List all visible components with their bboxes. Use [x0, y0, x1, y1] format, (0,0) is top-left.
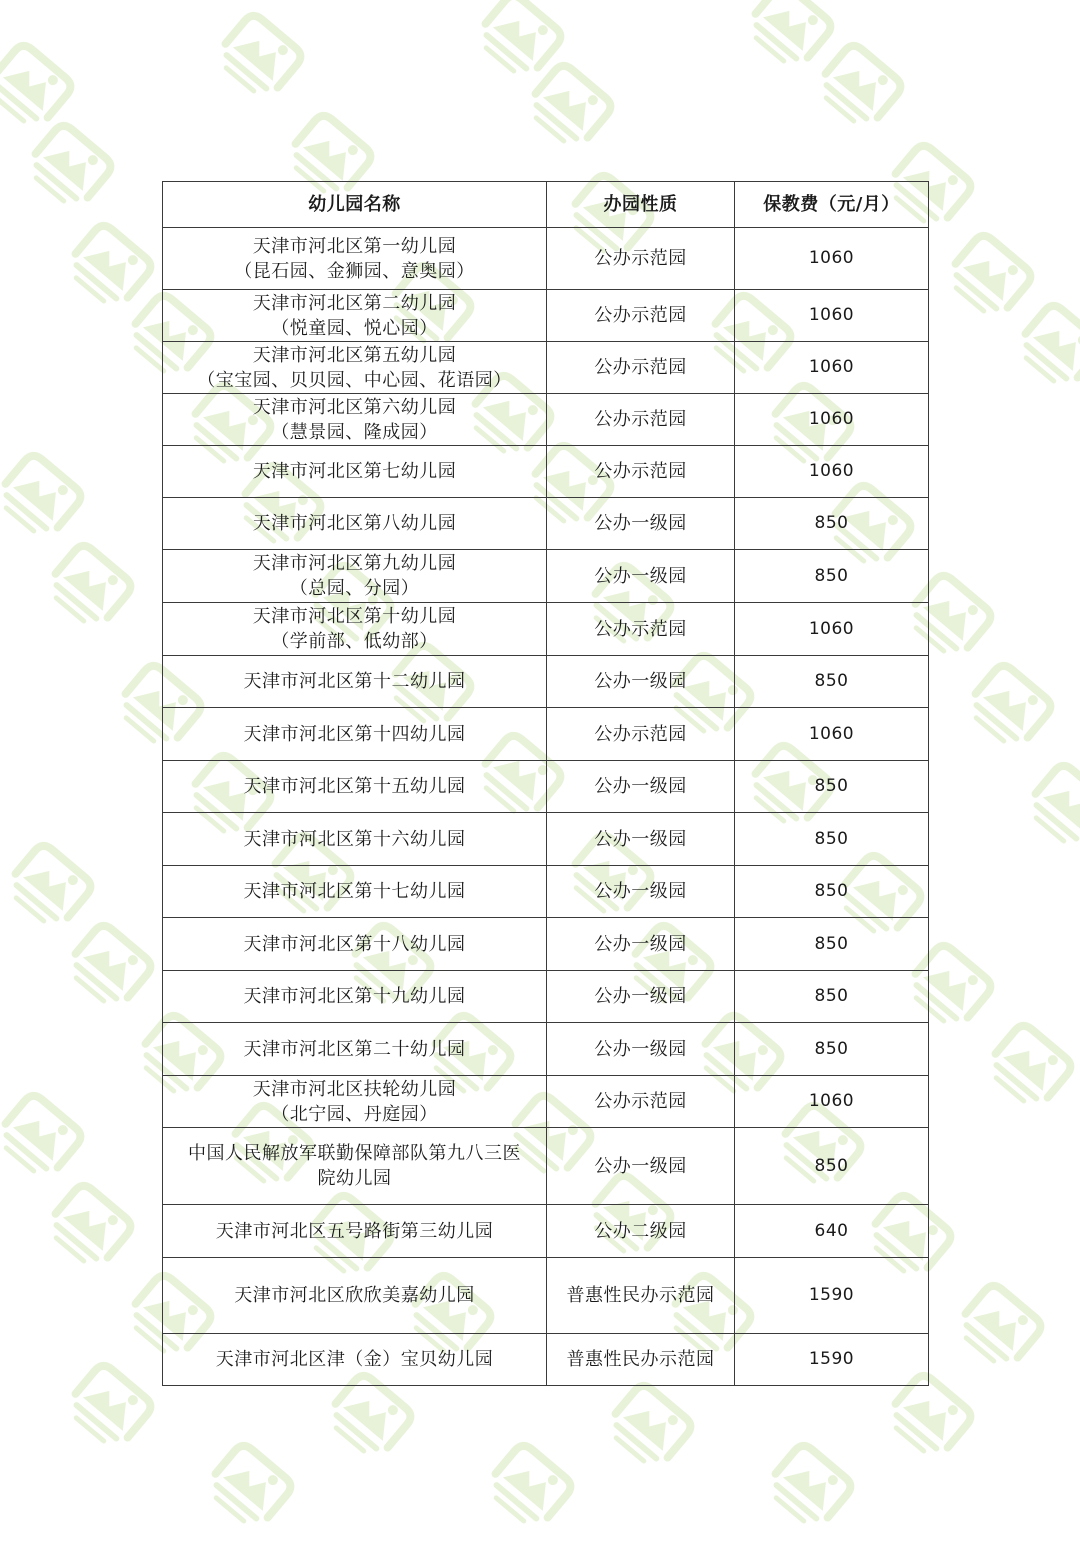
watermark-logo-icon [740, 1420, 875, 1555]
table-row [163, 813, 929, 866]
table-row [163, 446, 929, 498]
kindergarten-name-line: 天津市河北区第十四幼儿园 [243, 723, 466, 745]
watermark-logo-icon [0, 1070, 106, 1205]
school-type-cell: 公办一级园 [547, 656, 735, 708]
kindergarten-name-line: 天津市河北区第十二幼儿园 [243, 671, 466, 692]
kindergarten-name-line: 天津市河北区第十七幼儿园 [243, 881, 466, 902]
school-type-cell: 公办示范园 [547, 342, 735, 394]
kindergarten-name-cell [163, 656, 547, 708]
kindergarten-name-line: 天津市河北区第八幼儿园 [252, 513, 457, 534]
table-row [163, 290, 929, 342]
watermark-logo-icon [500, 40, 635, 175]
kindergarten-name-cell [163, 1076, 547, 1128]
table-row [163, 866, 929, 918]
watermark-logo-icon [0, 820, 116, 955]
kindergarten-name-cell [163, 342, 547, 394]
table-row [163, 918, 929, 971]
kindergarten-name-cell [163, 1023, 547, 1076]
kindergarten-name-line: 天津市河北区第十九幼儿园 [243, 986, 466, 1007]
kindergarten-name-line: 天津市河北区第五幼儿园 [252, 344, 457, 366]
watermark-logo-icon [1000, 740, 1080, 875]
kindergarten-name-cell [163, 813, 547, 866]
school-type-cell: 公办示范园 [547, 708, 735, 761]
header-tuition-fee: 保教费（元/月） [735, 182, 929, 228]
kindergarten-name-line: （慧景园、隆成园） [271, 421, 438, 443]
kindergarten-name-cell [163, 971, 547, 1023]
tuition-fee-cell: 1060 [735, 394, 929, 446]
kindergarten-name-line: 天津市河北区欣欣美嘉幼儿园 [234, 1285, 475, 1306]
kindergarten-name-line: 天津市河北区扶轮幼儿园 [252, 1078, 457, 1100]
watermark-logo-icon [20, 520, 155, 655]
kindergarten-name-cell [163, 1205, 547, 1258]
tuition-fee-cell: 850 [735, 656, 929, 708]
school-type-cell: 公办一级园 [547, 1023, 735, 1076]
school-type-cell: 普惠性民办示范园 [547, 1258, 735, 1334]
tuition-fee-cell: 850 [735, 1023, 929, 1076]
kindergarten-name-cell [163, 290, 547, 342]
tuition-fee-cell: 1060 [735, 708, 929, 761]
table-row [163, 1128, 929, 1205]
school-type-cell: 公办一级园 [547, 971, 735, 1023]
tuition-fee-cell: 850 [735, 498, 929, 550]
kindergarten-name-line: 天津市河北区第十八幼儿园 [243, 933, 466, 955]
watermark-logo-icon [460, 1420, 595, 1555]
table-row [163, 1334, 929, 1386]
table-row [163, 550, 929, 603]
kindergarten-fee-table [162, 181, 929, 1386]
tuition-fee-cell: 850 [735, 550, 929, 603]
school-type-cell: 公办一级园 [547, 550, 735, 603]
school-type-cell: 公办示范园 [547, 290, 735, 342]
kindergarten-name-cell [163, 761, 547, 813]
kindergarten-name-cell [163, 394, 547, 446]
watermark-logo-icon [180, 1420, 315, 1555]
kindergarten-name-cell [163, 1334, 547, 1386]
school-type-cell: 普惠性民办示范园 [547, 1334, 735, 1386]
kindergarten-name-cell [163, 228, 547, 290]
table-row [163, 228, 929, 290]
tuition-fee-cell: 850 [735, 971, 929, 1023]
watermark-logo-icon [940, 640, 1075, 775]
table-row [163, 394, 929, 446]
kindergarten-name-line: 天津市河北区第六幼儿园 [252, 396, 457, 418]
header-school-type: 办园性质 [547, 182, 735, 228]
table-row [163, 1258, 929, 1334]
table-row [163, 708, 929, 761]
table-row [163, 971, 929, 1023]
kindergarten-name-line: （悦童园、悦心园） [271, 317, 438, 339]
tuition-fee-cell: 850 [735, 761, 929, 813]
kindergarten-name-line: 天津市河北区津（金）宝贝幼儿园 [215, 1349, 494, 1370]
kindergarten-name-line: 天津市河北区第九幼儿园 [252, 553, 457, 574]
kindergarten-name-line: （总园、分园） [289, 578, 420, 599]
school-type-cell: 公办示范园 [547, 228, 735, 290]
table-row [163, 761, 929, 813]
kindergarten-name-line: （昆石园、金狮园、意奥园） [234, 260, 475, 282]
watermark-logo-icon [920, 210, 1055, 345]
kindergarten-name-cell [163, 918, 547, 971]
school-type-cell: 公办一级园 [547, 498, 735, 550]
tuition-fee-cell: 1060 [735, 603, 929, 656]
watermark-logo-icon [190, 0, 325, 126]
tuition-fee-cell: 850 [735, 813, 929, 866]
kindergarten-name-line: 天津市河北区第一幼儿园 [252, 235, 457, 257]
school-type-cell: 公办一级园 [547, 761, 735, 813]
school-type-cell: 公办示范园 [547, 446, 735, 498]
school-type-cell: 公办示范园 [547, 394, 735, 446]
watermark-logo-icon [40, 200, 175, 335]
tuition-fee-cell: 850 [735, 1128, 929, 1205]
kindergarten-name-line: 天津市河北区第十幼儿园 [252, 606, 457, 627]
school-type-cell: 公办一级园 [547, 1128, 735, 1205]
tuition-fee-cell: 1060 [735, 342, 929, 394]
kindergarten-name-cell [163, 603, 547, 656]
school-type-cell: 公办示范园 [547, 603, 735, 656]
table-row [163, 342, 929, 394]
tuition-fee-cell: 1060 [735, 228, 929, 290]
kindergarten-name-line: （学前部、低幼部） [271, 631, 438, 652]
school-type-cell: 公办一级园 [547, 813, 735, 866]
tuition-fee-cell: 1590 [735, 1258, 929, 1334]
kindergarten-name-line: （北宁园、丹庭园） [271, 1103, 438, 1125]
watermark-logo-icon [0, 20, 96, 155]
tuition-fee-cell: 1060 [735, 1076, 929, 1128]
watermark-logo-icon [720, 0, 855, 96]
watermark-logo-icon [930, 1260, 1065, 1395]
table-row [163, 656, 929, 708]
kindergarten-name-cell [163, 1258, 547, 1334]
school-type-cell: 公办示范园 [547, 1076, 735, 1128]
kindergarten-name-line: 中国人民解放军联勤保障部队第九八三医 [188, 1143, 521, 1164]
kindergarten-name-cell [163, 1128, 547, 1205]
kindergarten-name-line: 天津市河北区第二幼儿园 [252, 292, 457, 314]
watermark-logo-icon [40, 1340, 175, 1475]
header-kindergarten-name: 幼儿园名称 [163, 182, 547, 228]
tuition-fee-cell: 850 [735, 918, 929, 971]
table-row [163, 603, 929, 656]
watermark-logo-icon [990, 280, 1080, 415]
watermark-logo-icon [40, 900, 175, 1035]
watermark-logo-icon [0, 100, 135, 235]
kindergarten-name-line: 天津市河北区第七幼儿园 [252, 461, 457, 482]
tuition-fee-cell: 850 [735, 866, 929, 918]
kindergarten-name-line: 天津市河北区第十六幼儿园 [243, 828, 466, 850]
kindergarten-name-line: 天津市河北区第十五幼儿园 [243, 776, 466, 797]
table-header-row [163, 182, 929, 228]
table-row [163, 1023, 929, 1076]
kindergarten-name-cell [163, 708, 547, 761]
kindergarten-name-line: （宝宝园、贝贝园、中心园、花语园） [197, 369, 512, 391]
school-type-cell: 公办二级园 [547, 1205, 735, 1258]
kindergarten-name-cell [163, 446, 547, 498]
table-row [163, 1076, 929, 1128]
school-type-cell: 公办一级园 [547, 918, 735, 971]
school-type-cell: 公办一级园 [547, 866, 735, 918]
table-row [163, 1205, 929, 1258]
tuition-fee-cell: 1060 [735, 446, 929, 498]
watermark-logo-icon [20, 1160, 155, 1295]
watermark-logo-icon [960, 1000, 1080, 1135]
tuition-fee-cell: 640 [735, 1205, 929, 1258]
table-row [163, 498, 929, 550]
kindergarten-name-cell [163, 498, 547, 550]
tuition-fee-cell: 1590 [735, 1334, 929, 1386]
kindergarten-name-line: 院幼儿园 [317, 1168, 392, 1189]
kindergarten-name-cell [163, 866, 547, 918]
tuition-fee-cell: 1060 [735, 290, 929, 342]
watermark-logo-icon [0, 430, 106, 565]
kindergarten-name-line: 天津市河北区五号路街第三幼儿园 [215, 1220, 494, 1242]
watermark-logo-icon [790, 20, 925, 155]
watermark-logo-icon [450, 0, 585, 106]
kindergarten-name-cell [163, 550, 547, 603]
kindergarten-name-line: 天津市河北区第二十幼儿园 [243, 1038, 466, 1060]
